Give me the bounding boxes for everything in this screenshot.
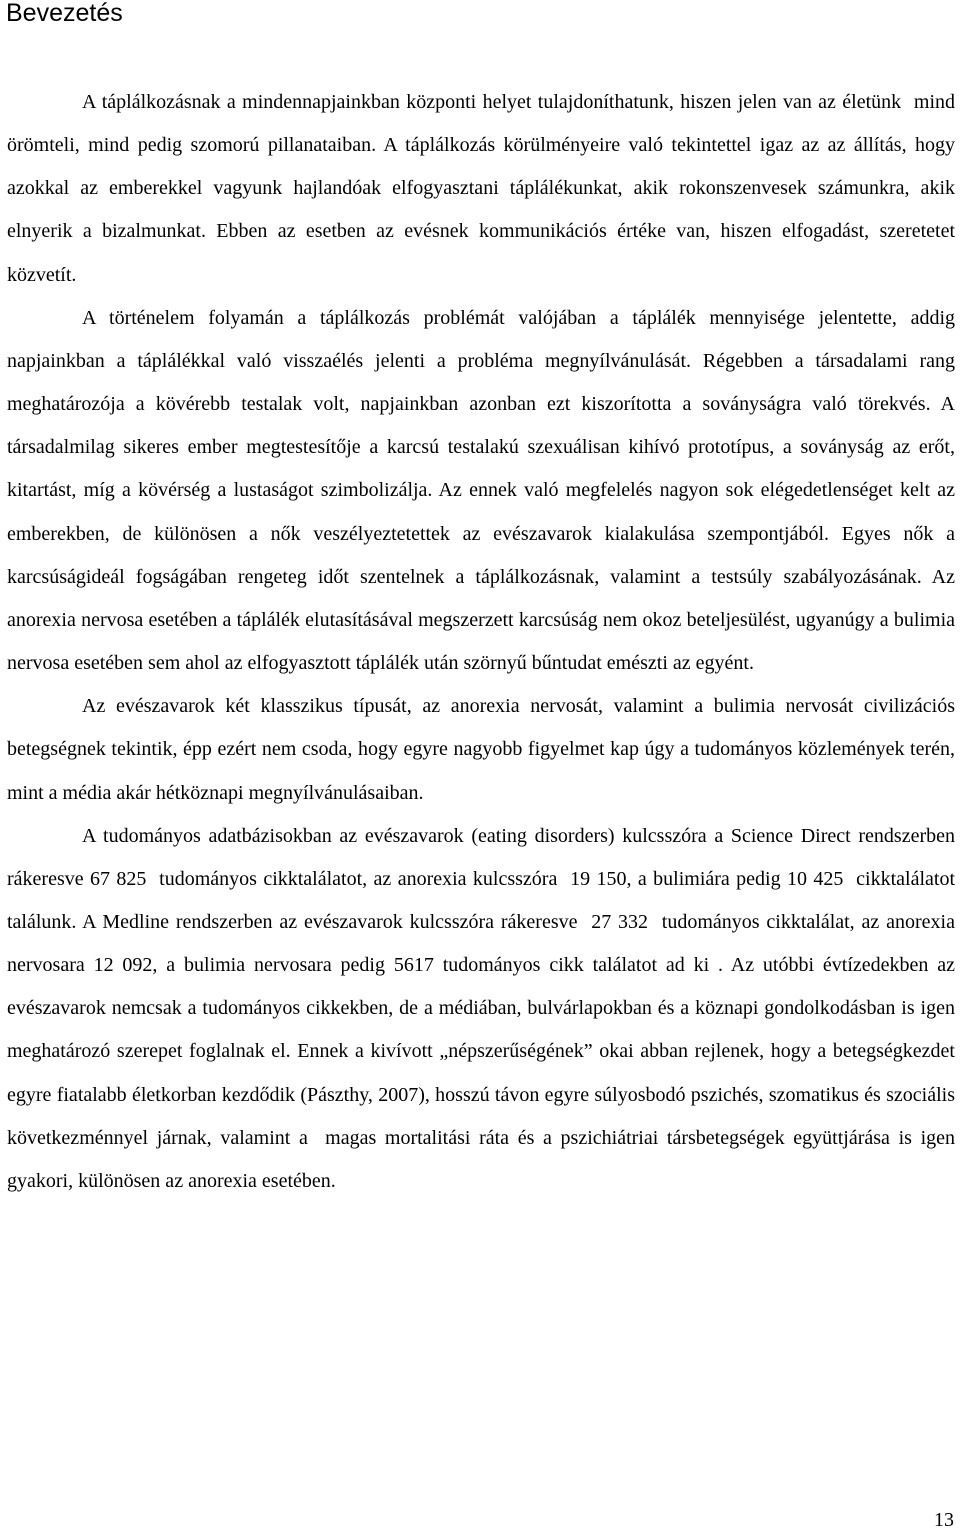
page-number: 13 [934, 1509, 954, 1531]
paragraph-classic-types: Az evészavarok két klasszikus típusát, az anorexia nervosát, valamint a bulimia nervosát civilizációs betegségnek tekintik, épp ezért nem csoda, hogy egyre nagyobb figyelmet kap úgy a tudományos közlemények terén, mint a média akár hétköznapi megnyílvánulásaiban. [7, 695, 960, 804]
paragraph-history: A történelem folyamán a táplálkozás problémát valójában a táplálék mennyisége jelentette, addig napjainkban a táplálékkal való visszaélés jelenti a probléma megnyílvánulását. Régebben a társadalami rang meghatározója a kövérebb testalak volt, napjainkban azonban ezt kiszorította a soványságra való törekvés. A társadalmilag sikeres ember megtestesítője a karcsú testalakú szexuálisan kihívó prototípus, a soványság az erőt, kitartást, míg a kövérség a lustaságot szimbolizálja. Az ennek való megfelelés nagyon sok elégedetlenséget kelt az emberekben, de különösen a nők veszélyeztetettek az evészavarok kialakulása szempontjából. Egyes nők a karcsúságideál fogságában rengeteg időt szentelnek a táplálkozásnak, valamint a testsúly szabályozásának. Az anorexia nervosa esetében a táplálék elutasításával megszerzett karcsúság nem okoz beteljesülést, ugyanúgy a bulimia nervosa esetében sem ahol az elfogyasztott táplálék után szörnyű bűntudat emészti az egyént. [7, 306, 960, 675]
body-text [7, 81, 960, 1203]
paragraph-intro: A táplálkozásnak a mindennapjainkban központi helyet tulajdoníthatunk, hiszen jelen van az életünk mind örömteli, mind pedig szomorú pillanataiban. A táplálkozás körülményeire való tekintettel igaz az az állítás, hogy azokkal az emberekkel vagyunk hajlandóak elfogyasztani táplálékunkat, akik rokonszenvesek számunkra, akik elnyerik a bizalmunkat. Ebben az esetben az evésnek kommunikációs értéke van, hiszen elfogadást, szeretetet közvetít. [7, 91, 960, 286]
paragraph-databases: A tudományos adatbázisokban az evészavarok (eating disorders) kulcsszóra a Science Direct rendszerben rákeresve 67 825 tudományos cikktalálatot, az anorexia kulcsszóra 19 150, a bulimiára pedig 10 425 cikktalálatot találunk. A Medline rendszerben az evészavarok kulcsszóra rákeresve 27 332 tudományos cikktalálat, az anorexia nervosara 12 092, a bulimia nervosara pedig 5617 tudományos cikk találatot ad ki . Az utóbbi évtízedekben az evészavarok nemcsak a tudományos cikkekben, de a médiában, bulvárlapokban és a köznapi gondolkodásban is igen meghatározó szerepet foglalnak el. Ennek a kivívott „népszerűségének” okai abban rejlenek, hogy a betegségkezdet egyre fiatalabb életkorban kezdődik (Pászthy, 2007), hosszú távon egyre súlyosbodó pszichés, szomatikus és szociális következménnyel járnak, valamint a magas mortalitási ráta és a pszichiátriai társbetegségek együttjárása is igen gyakori, különösen az anorexia esetében. [7, 824, 960, 1192]
section-heading: Bevezetés [6, 0, 123, 27]
